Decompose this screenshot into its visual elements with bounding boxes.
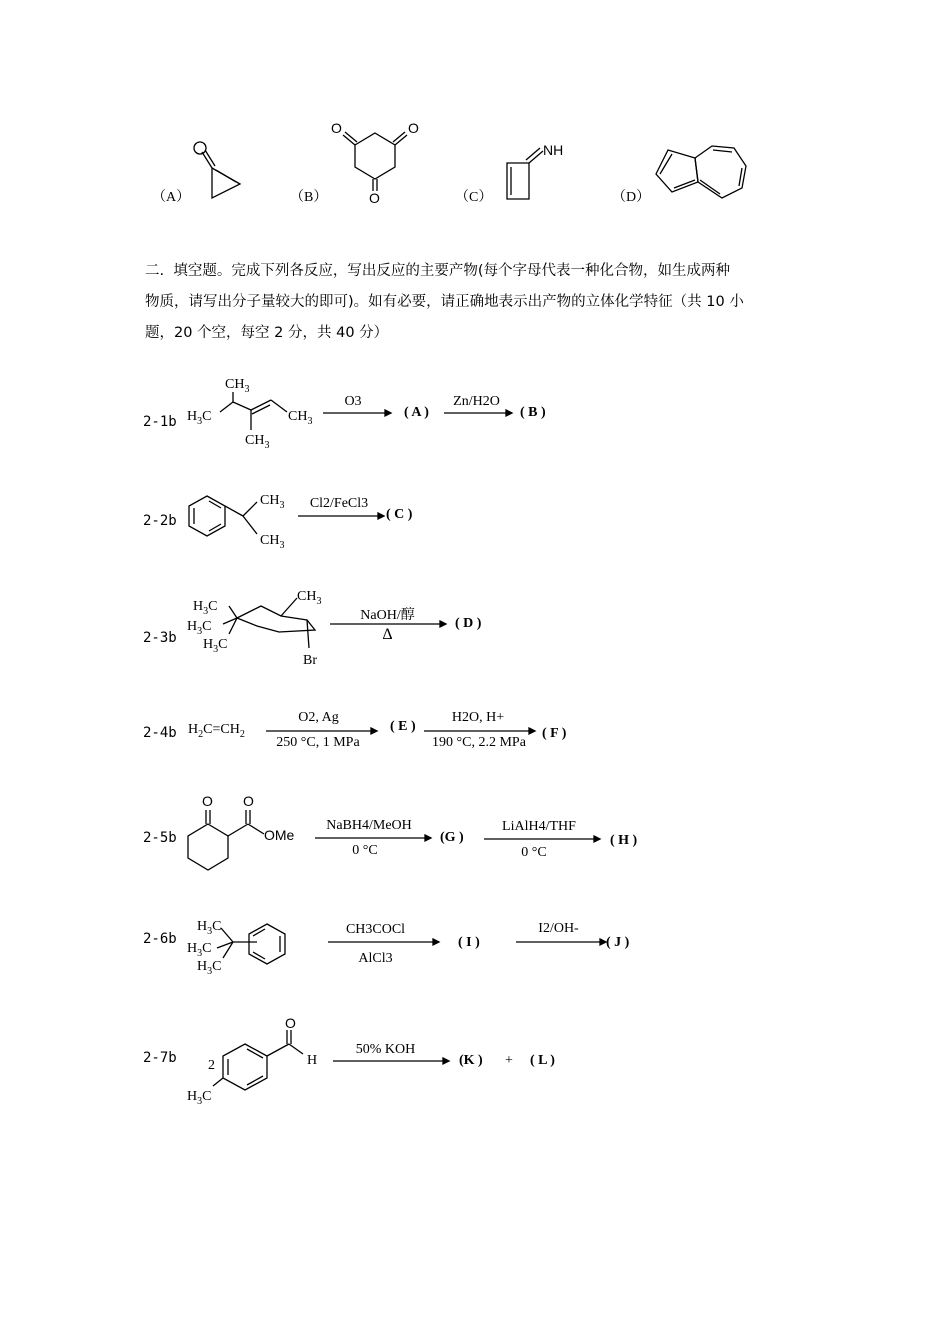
reactant-2-7b [185,1014,325,1109]
svg-text:O: O [243,793,254,809]
section-line-2: 物质，请写出分子量较大的即可)。如有必要，请正确地表示出产物的立体化学特征（共 10 小 [145,294,744,310]
product-g: (G ) [440,830,464,845]
condition-2-6b-1: AlCl3 [358,951,393,966]
condition-2-4b-1: 250 °C, 1 MPa [276,735,360,750]
problem-number: 2-4b [143,725,177,741]
reactant-2-1b [185,372,325,452]
product-a: ( A ) [404,405,429,420]
problem-number: 2-2b [143,513,177,529]
reagent-2-4b-1: O2, Ag [298,710,339,725]
coefficient: 2 [208,1058,215,1073]
arrow [333,1056,453,1066]
reagent-2-6b-1: CH3COCl [345,922,406,937]
option-b-label: （B） [290,190,328,205]
svg-text:CH3: $CH_3$ [288,409,313,427]
product-k: (K ) [459,1053,483,1068]
condition-2-5b-1: 0 °C [352,843,378,858]
arrow [315,833,435,843]
product-e: ( E ) [390,719,416,734]
option-b-structure [325,115,435,205]
reactant-2-3b [185,582,325,672]
reactant-2-2b [185,488,300,551]
option-d-label: （D） [612,190,651,205]
reactant-2-6b [185,912,310,977]
section-line-3: 题，20 个空，每空 2 分，共 40 分） [145,325,389,341]
reagent-2-3b: NaOH/醇 [360,608,415,623]
svg-text:CH3: $CH_3$ [260,533,285,551]
option-c-label: （C） [455,190,493,205]
svg-text:CH3: $CH_3$ [225,377,250,395]
svg-text:O: O [331,120,342,136]
arrow [323,408,393,418]
svg-text:O: O [408,120,419,136]
problem-number: 2-3b [143,630,177,646]
svg-text:H3C: $H_3C$ [193,599,218,617]
svg-text:CH3: $CH_3$ [260,493,285,511]
svg-text:H3C: $H_3C$ [187,941,212,959]
condition-2-5b-2: 0 °C [521,845,547,860]
option-d-structure [650,140,760,200]
option-a-structure [190,140,250,205]
condition-2-4b-2: 190 °C, 2.2 MPa [432,735,526,750]
reagent-2-4b-2: H2O, H+ [451,710,505,725]
problem-number: 2-1b [143,414,177,430]
reactant-2-5b [180,792,305,882]
svg-text:H3C: $H_3C$ [197,959,222,977]
arrow [516,937,611,947]
product-f: ( F ) [542,726,567,741]
arrow [484,834,604,844]
section-line-1: 填空题。完成下列各反应，写出反应的主要产物(每个字母代表一种化合物，如生成两种 [173,263,730,279]
product-d: ( D ) [455,616,482,631]
plus-sign: + [505,1053,513,1068]
reagent-2-2b: Cl2/FeCl3 [309,496,369,511]
product-l: ( L ) [530,1053,555,1068]
svg-text:O: O [369,190,380,206]
arrow [298,511,388,521]
svg-text:H3C: $H_3C$ [187,619,212,637]
product-i: ( I ) [458,935,480,950]
option-c-structure [495,135,575,205]
reagent-2-1b-1: O3 [344,394,362,409]
problem-number: 2-5b [143,830,177,846]
section-intro [145,256,825,349]
reagent-2-5b-2: LiAlH4/THF [502,819,576,834]
section-number: 二. [145,263,165,279]
svg-text:CH3: $CH_3$ [297,589,322,607]
reagent-2-7b: 50% KOH [355,1042,416,1057]
reagent-2-1b-2: Zn/H2O [453,394,500,409]
svg-text:NH: NH [543,142,564,158]
svg-text:H3C: $H_3C$ [187,409,212,427]
product-b: ( B ) [520,405,546,420]
problem-number: 2-7b [143,1050,177,1066]
product-c: ( C ) [386,507,413,522]
svg-text:Br: Br [303,653,317,668]
svg-text:O: O [285,1015,296,1031]
svg-text:H3C: $H_3C$ [187,1089,212,1107]
reagent-2-5b-1: NaBH4/MeOH [326,818,412,833]
svg-text:H3C: $H_3C$ [197,919,222,937]
reactant-2-4b: $H_2C=CH_2$ [188,722,245,740]
arrow [328,937,443,947]
arrow [444,408,514,418]
svg-text:OMe: OMe [264,827,295,843]
svg-text:H: H [307,1053,318,1068]
product-h: ( H ) [610,833,638,848]
svg-text:H3C: $H_3C$ [203,637,228,655]
option-a-label: （A） [152,190,191,205]
product-j: ( J ) [606,935,630,950]
svg-text:O: O [202,793,213,809]
problem-number: 2-6b [143,931,177,947]
reagent-2-6b-2: I2/OH- [538,921,579,936]
svg-text:CH3: $CH_3$ [245,433,270,451]
condition-2-3b: Δ [382,626,393,643]
